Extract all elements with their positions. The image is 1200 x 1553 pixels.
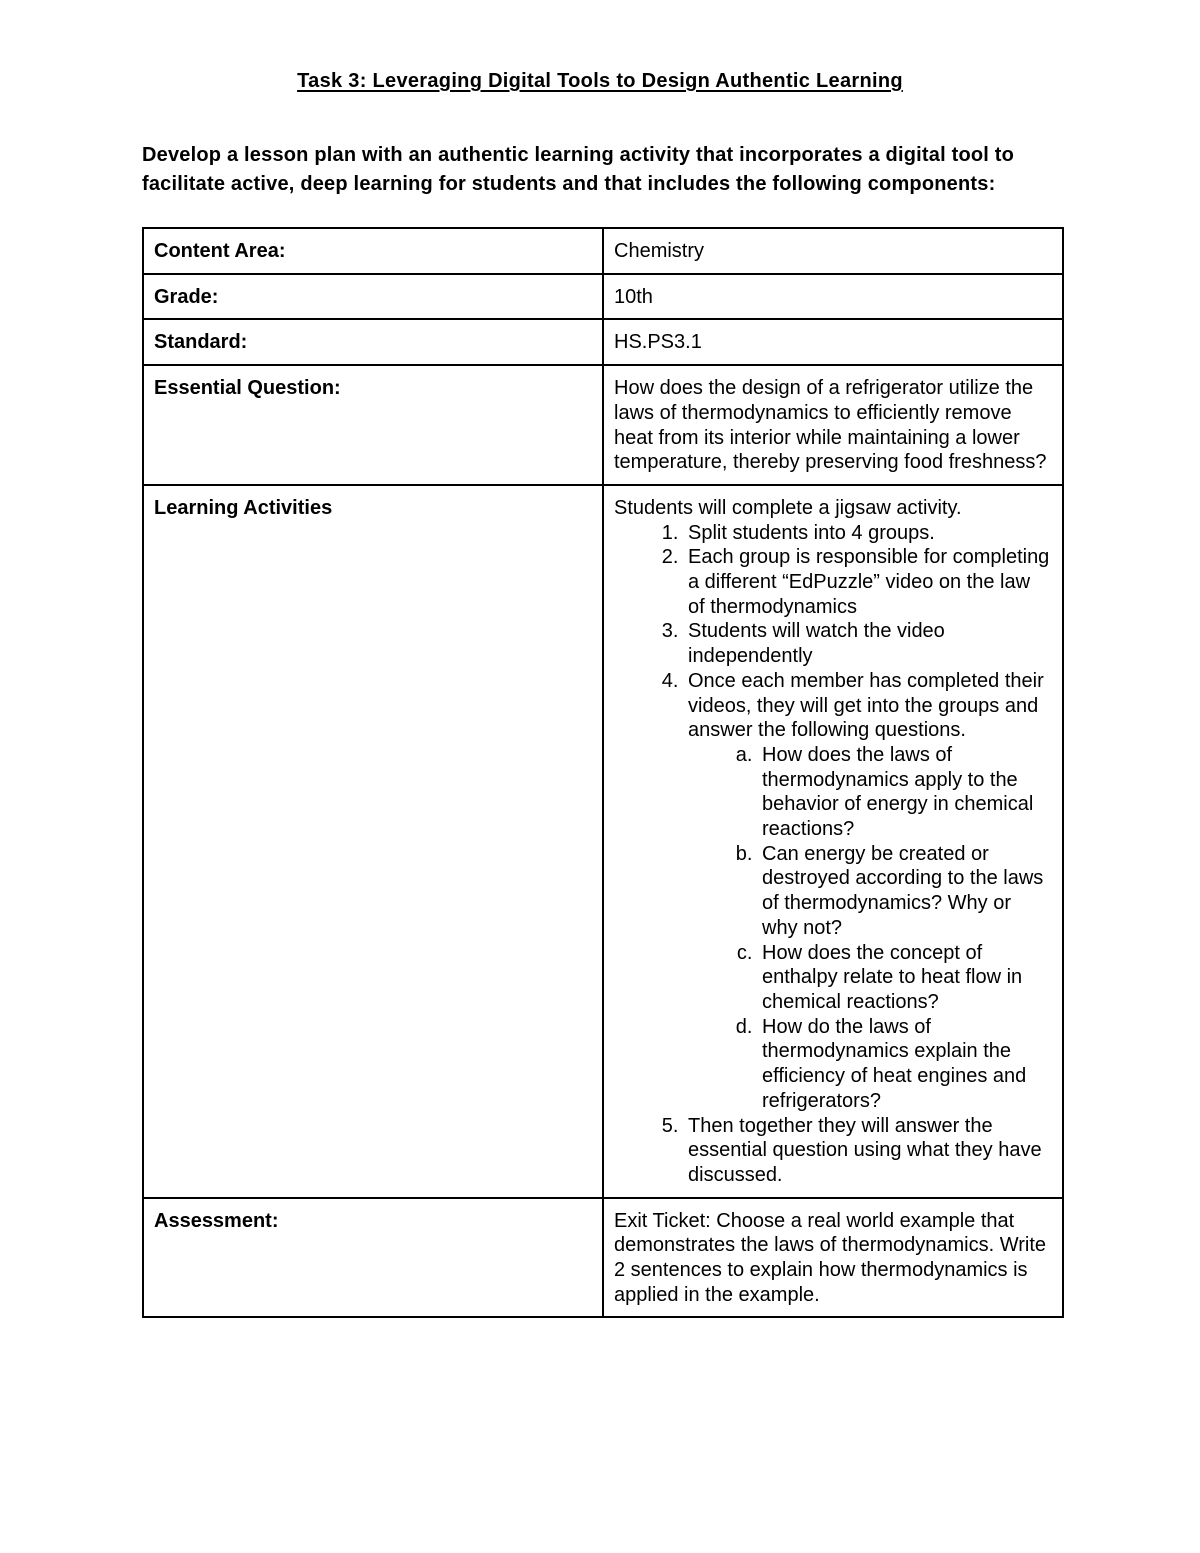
activity-step: 1. Split students into 4 groups. bbox=[684, 521, 1052, 546]
standard-value: HS.PS3.1 bbox=[603, 319, 1063, 365]
assessment-label: Assessment: bbox=[143, 1198, 603, 1318]
group-questions-list bbox=[688, 743, 1052, 1114]
table-row-learning-activities bbox=[143, 485, 1063, 1198]
learning-activities-label: Learning Activities bbox=[143, 485, 603, 1198]
table-row-standard bbox=[143, 319, 1063, 365]
page-title bbox=[0, 70, 1200, 93]
learning-activities-value bbox=[603, 485, 1063, 1198]
content-area-value: Chemistry bbox=[603, 228, 1063, 274]
grade-label: Grade: bbox=[143, 274, 603, 320]
table-row-essential-question bbox=[143, 365, 1063, 485]
table-row-grade bbox=[143, 274, 1063, 320]
lesson-plan-table bbox=[142, 227, 1064, 1318]
activity-step bbox=[684, 669, 1052, 1114]
table-row-content-area bbox=[143, 228, 1063, 274]
grade-value: 10th bbox=[603, 274, 1063, 320]
standard-label: Standard: bbox=[143, 319, 603, 365]
group-question: d. How do the laws of thermodynamics explain the efficiency of heat engines and refrigerators? bbox=[758, 1015, 1052, 1114]
group-question: b. Can energy be created or destroyed according to the laws of thermodynamics? Why or why not? bbox=[758, 842, 1052, 941]
activity-steps-list bbox=[614, 521, 1052, 1188]
content-area-label: Content Area: bbox=[143, 228, 603, 274]
assessment-value: Exit Ticket: Choose a real world example that demonstrates the laws of thermodynamics. Write 2 sentences to explain how thermodynamics is applied in the example. bbox=[603, 1198, 1063, 1318]
instructions-text: Develop a lesson plan with an authentic learning activity that incorporates a digital tool to facilitate active, deep learning for students and that includes the following components: bbox=[142, 144, 1015, 195]
essential-question-label: Essential Question: bbox=[143, 365, 603, 485]
group-question: c. How does the concept of enthalpy relate to heat flow in chemical reactions? bbox=[758, 941, 1052, 1015]
table-row-assessment bbox=[143, 1198, 1063, 1318]
activity-step-text: Once each member has completed their videos, they will get into the groups and answer the following questions. bbox=[688, 669, 1044, 742]
activity-step: 3. Students will watch the video independently bbox=[684, 619, 1052, 668]
learning-activities-intro: Students will complete a jigsaw activity. bbox=[614, 496, 962, 519]
group-question: a. How does the laws of thermodynamics apply to the behavior of energy in chemical reactions? bbox=[758, 743, 1052, 842]
activity-step: 5. Then together they will answer the essential question using what they have discussed. bbox=[684, 1114, 1052, 1188]
page-title-text: Task 3: Leveraging Digital Tools to Design Authentic Learning bbox=[297, 70, 903, 92]
essential-question-value: How does the design of a refrigerator utilize the laws of thermodynamics to efficiently remove heat from its interior while maintaining a lower temperature, thereby preserving food freshness? bbox=[603, 365, 1063, 485]
activity-step: 2. Each group is responsible for completing a different “EdPuzzle” video on the law of thermodynamics bbox=[684, 545, 1052, 619]
